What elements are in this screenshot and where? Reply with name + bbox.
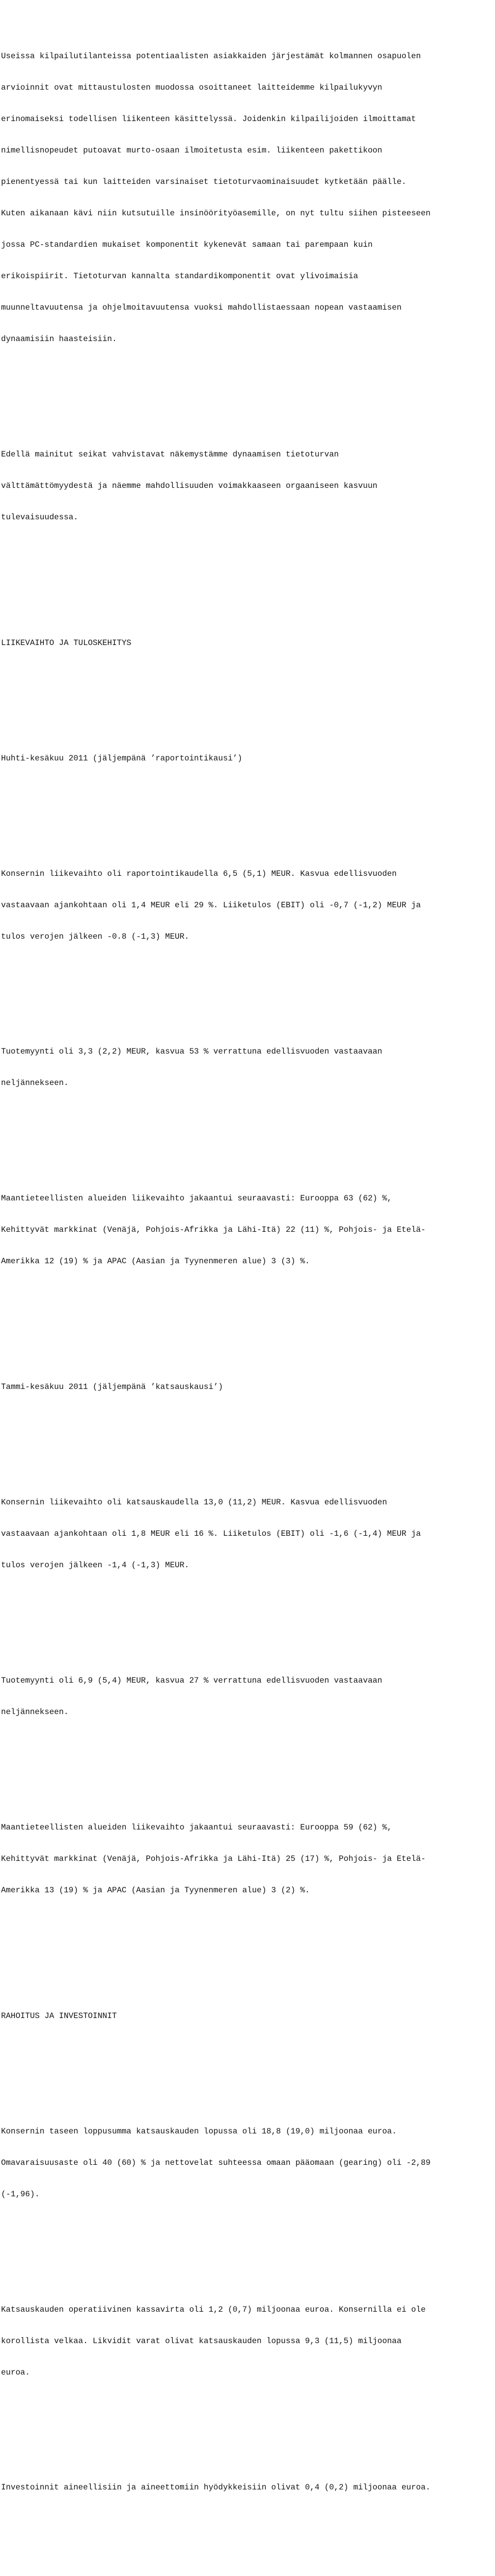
text-line: välttämättömyydestä ja näemme mahdollisuuden voimakkaaseen orgaaniseen kasvuun: [1, 481, 377, 490]
text-line: Kuten aikanaan kävi niin kutsutuille insinöörityöasemille, on nyt tultu siihen pisteeseen: [1, 208, 431, 218]
intro-paragraph-2: [1, 428, 495, 544]
section-heading-revenue: [1, 617, 495, 669]
text-line: muunneltavuutensa ja ohjelmoitavuutensa vuoksi mahdollistaessaan nopean vastaamisen: [1, 302, 402, 312]
text-line: erinomaiseksi todellisen liikenteen käsittelyssä. Joidenkin kilpailijoiden ilmoittamat: [1, 114, 416, 124]
text-line: Maantieteellisten alueiden liikevaihto jakaantui seuraavasti: Eurooppa 63 (62) %,: [1, 1194, 392, 1204]
q2-product-sales-paragraph: [1, 1026, 495, 1110]
text-line: korollista velkaa. Likvidit varat olivat katsauskauden lopussa 9,3 (11,5) miljoonaa: [1, 2336, 402, 2346]
financing-cashflow-paragraph: [1, 2283, 495, 2399]
text-line: vastaavaan ajankohtaan oli 1,4 MEUR eli 29 %. Liiketulos (EBIT) oli -0,7 (-1,2) MEUR ja: [1, 900, 421, 910]
period-title: Tammi-kesäkuu 2011 (jäljempänä ’katsauskausi’): [1, 1382, 223, 1392]
text-line: Konsernin liikevaihto oli katsauskaudella 13,0 (11,2) MEUR. Kasvua edellisvuoden: [1, 1498, 387, 1507]
text-line: Maantieteellisten alueiden liikevaihto jakaantui seuraavasti: Eurooppa 59 (62) %,: [1, 1822, 392, 1832]
text-line: dynaamisiin haasteisiin.: [1, 334, 117, 344]
text-line: Useissa kilpailutilanteissa potentiaalisten asiakkaiden järjestämät kolmannen osapuolen: [1, 51, 421, 61]
text-line: Tuotemyynti oli 3,3 (2,2) MEUR, kasvua 53 % verrattuna edellisvuoden vastaavaan: [1, 1047, 383, 1057]
h1-product-sales-paragraph: [1, 1654, 495, 1738]
period-title: Huhti-kesäkuu 2011 (jäljempänä ’raportointikausi’): [1, 753, 242, 763]
text-line: Amerikka 12 (19) % ja APAC (Aasian ja Tyynenmeren alue) 3 (3) %.: [1, 1257, 310, 1266]
text-line: tulevaisuudessa.: [1, 512, 78, 522]
text-line: Investoinnit aineellisiin ja aineettomiin hyödykkeisiin olivat 0,4 (0,2) miljoonaa euroa.: [1, 2483, 431, 2493]
text-line: euroa.: [1, 2367, 30, 2377]
q2-geography-paragraph: [1, 1173, 495, 1288]
text-line: Tuotemyynti oli 6,9 (5,4) MEUR, kasvua 27 % verrattuna edellisvuoden vastaavaan: [1, 1676, 383, 1685]
text-line: tulos verojen jälkeen -0.8 (-1,3) MEUR.: [1, 931, 189, 941]
intro-paragraph-1: [1, 30, 495, 365]
section-heading: LIIKEVAIHTO JA TULOSKEHITYS: [1, 638, 131, 648]
text-line: tulos verojen jälkeen -1,4 (-1,3) MEUR.: [1, 1561, 189, 1570]
text-line: nimellisnopeudet putoavat murto-osaan ilmoitetusta esim. liikenteen pakettikoon: [1, 145, 383, 155]
text-line: Kehittyvät markkinat (Venäjä, Pohjois-Afrikka ja Lähi-Itä) 22 (11) %, Pohjois- ja Etelä-: [1, 1225, 426, 1235]
text-line: neljännekseen.: [1, 1078, 69, 1088]
text-line: Konsernin taseen loppusumma katsauskauden lopussa oli 18,8 (19,0) miljoonaa euroa.: [1, 2126, 397, 2136]
financing-investments-paragraph: [1, 2462, 495, 2514]
h1-revenue-paragraph: [1, 1476, 495, 1591]
text-line: jossa PC-standardien mukaiset komponentit kykenevät samaan tai parempaan kuin: [1, 240, 373, 249]
h1-geography-paragraph: [1, 1801, 495, 1917]
text-line: Amerikka 13 (19) % ja APAC (Aasian ja Tyynenmeren alue) 3 (2) %.: [1, 1885, 310, 1895]
document-page: [1, 0, 495, 2576]
text-line: vastaavaan ajankohtaan oli 1,8 MEUR eli 16 %. Liiketulos (EBIT) oli -1,6 (-1,4) MEUR ja: [1, 1529, 421, 1539]
section-heading-financing: [1, 1990, 495, 2042]
section-heading: RAHOITUS JA INVESTOINNIT: [1, 2011, 117, 2021]
text-line: (-1,96).: [1, 2189, 40, 2199]
text-line: Katsauskauden operatiivinen kassavirta oli 1,2 (0,7) miljoonaa euroa. Konsernilla ei ole: [1, 2304, 426, 2314]
text-line: Kehittyvät markkinat (Venäjä, Pohjois-Afrikka ja Lähi-Itä) 25 (17) %, Pohjois- ja Etelä-: [1, 1854, 426, 1863]
period-title-h1: [1, 1361, 495, 1414]
text-line: erikoispiirit. Tietoturvan kannalta standardikomponentit ovat ylivoimaisia: [1, 271, 358, 281]
text-line: Konsernin liikevaihto oli raportointikaudella 6,5 (5,1) MEUR. Kasvua edellisvuoden: [1, 869, 397, 878]
text-line: Omavaraisuusaste oli 40 (60) % ja nettovelat suhteessa omaan pääomaan (gearing) oli -2,89: [1, 2158, 431, 2167]
q2-revenue-paragraph: [1, 848, 495, 963]
text-line: pienentyessä tai kun laitteiden varsinaiset tietoturvaominaisuudet kytketään päälle.: [1, 177, 407, 187]
financing-balance-paragraph: [1, 2105, 495, 2221]
period-title-q2: [1, 732, 495, 785]
text-line: arvioinnit ovat mittaustulosten muodossa osoittaneet laitteidemme kilpailukyvyn: [1, 82, 383, 92]
text-line: neljännekseen.: [1, 1707, 69, 1717]
text-line: Edellä mainitut seikat vahvistavat näkemystämme dynaamisen tietoturvan: [1, 449, 339, 459]
